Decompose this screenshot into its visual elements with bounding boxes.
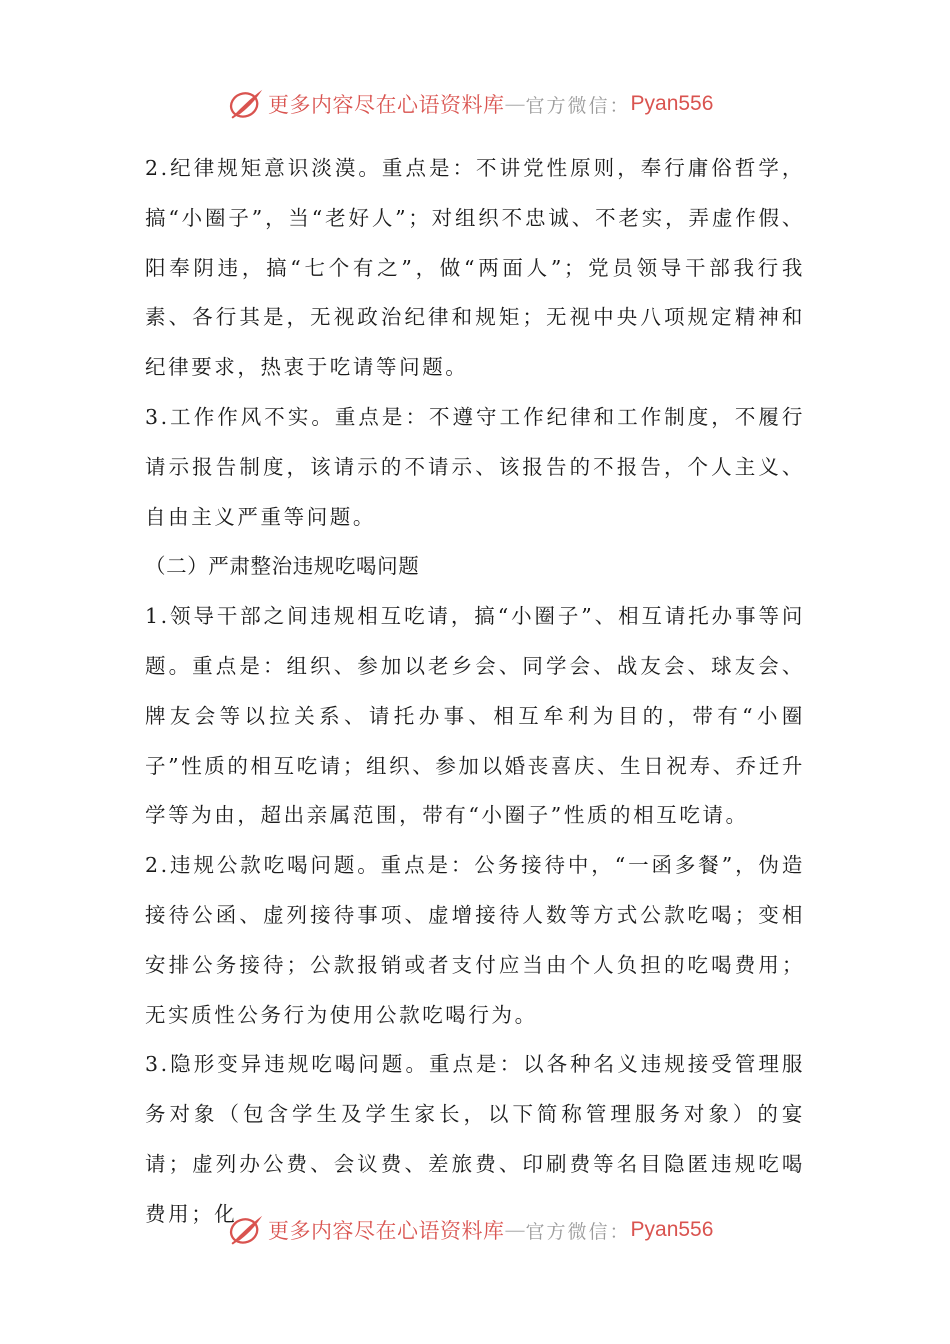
watermark-brand: 更多内容尽在心语资料库 (268, 93, 505, 117)
watermark-header (228, 84, 728, 124)
paragraph-hidden-dining: 3.隐形变异违规吃喝问题。重点是：以各种名义违规接受管理服务对象（包含学生及学生家长，以下简称管理服务对象）的宴请；虚列办公费、会议费、差旅费、印刷费等名目隐匿违规吃喝费用；化 (145, 1052, 805, 1226)
document-body (145, 144, 805, 1240)
watermark-footer (228, 1210, 728, 1250)
paragraph-work-style: 3.工作作风不实。重点是：不遵守工作纪律和工作制度，不履行请示报告制度，该请示的不请示、该报告的不报告，个人主义、自由主义严重等问题。 (145, 404, 805, 529)
watermark-wechat-label: 官方微信： (525, 1220, 631, 1243)
watermark-separator: — (504, 1218, 526, 1242)
quill-pen-icon (228, 1211, 266, 1249)
section-heading: （二）严肃整治违规吃喝问题 (145, 554, 420, 579)
quill-pen-icon (228, 85, 266, 123)
paragraph-discipline-awareness: 2.纪律规矩意识淡漠。重点是：不讲党性原则，奉行庸俗哲学，搞“小圈子”，当“老好人”；对组织不忠诚、不老实，弄虚作假、阳奉阴违，搞“七个有之”，做“两面人”；党员领导干部我行我素、各行其是，无视政治纪律和规矩；无视中央八项规定精神和纪律要求，热衷于吃请等问题。 (145, 156, 805, 380)
watermark-wechat-label: 官方微信： (525, 94, 631, 117)
watermark-wechat-id: Pyan556 (630, 1218, 714, 1241)
watermark-wechat-id: Pyan556 (630, 92, 714, 115)
watermark-brand: 更多内容尽在心语资料库 (268, 1219, 505, 1243)
paragraph-mutual-dining: 1.领导干部之间违规相互吃请，搞“小圈子”、相互请托办事等问题。重点是：组织、参加以老乡会、同学会、战友会、球友会、牌友会等以拉关系、请托办事、相互牟利为目的，带有“小圈子”性质的相互吃请；组织、参加以婚丧喜庆、生日祝寿、乔迁升学等为由，超出亲属范围，带有“小圈子”性质的相互吃请。 (145, 604, 805, 828)
paragraph-public-funds-dining: 2.违规公款吃喝问题。重点是：公务接待中，“一函多餐”，伪造接待公函、虚列接待事项、虚增接待人数等方式公款吃喝；变相安排公务接待；公款报销或者支付应当由个人负担的吃喝费用；无实质性公务行为使用公款吃喝行为。 (145, 853, 805, 1027)
watermark-separator: — (504, 92, 526, 116)
